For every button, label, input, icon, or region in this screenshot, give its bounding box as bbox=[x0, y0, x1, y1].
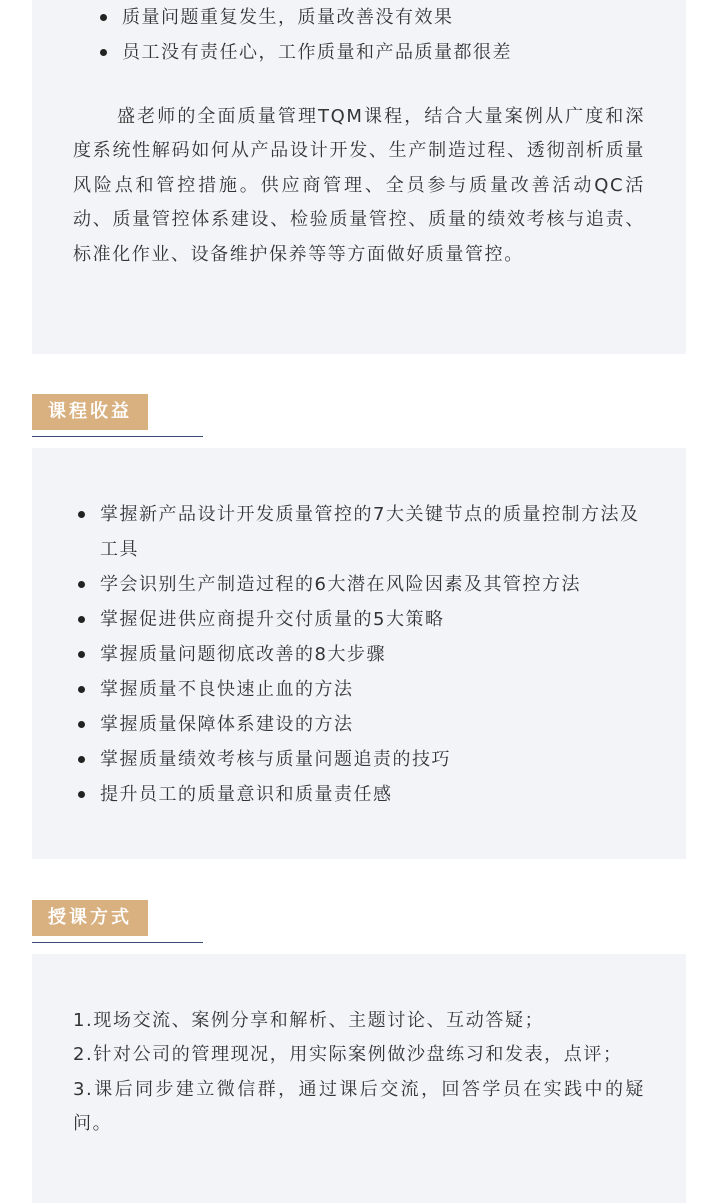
benefits-heading-label: 课程收益 bbox=[32, 394, 148, 430]
list-item: 掌握新产品设计开发质量管控的7大关键节点的质量控制方法及工具 bbox=[78, 497, 658, 567]
list-item: 掌握质量绩效考核与质量问题追责的技巧 bbox=[78, 742, 658, 777]
benefits-heading bbox=[32, 394, 203, 437]
list-item: 质量问题重复发生，质量改善没有效果 bbox=[100, 0, 660, 35]
list-item: 员工没有责任心，工作质量和产品质量都很差 bbox=[100, 35, 660, 70]
list-item: 提升员工的质量意识和质量责任感 bbox=[78, 777, 658, 812]
list-item: 3.课后同步建立微信群，通过课后交流，回答学员在实践中的疑问。 bbox=[73, 1078, 645, 1135]
method-heading-label: 授课方式 bbox=[32, 900, 148, 936]
method-heading bbox=[32, 900, 203, 943]
problem-list bbox=[100, 0, 660, 70]
list-item: 掌握质量问题彻底改善的8大步骤 bbox=[78, 637, 658, 672]
list-item: 掌握促进供应商提升交付质量的5大策略 bbox=[78, 602, 658, 637]
benefits-list bbox=[78, 497, 658, 812]
list-item: 2.针对公司的管理现况，用实际案例做沙盘练习和发表，点评； bbox=[73, 1044, 623, 1066]
list-item: 1.现场交流、案例分享和解析、主题讨论、互动答疑； bbox=[73, 1010, 545, 1031]
method-list bbox=[73, 1004, 645, 1142]
list-item: 掌握质量保障体系建设的方法 bbox=[78, 707, 658, 742]
list-item: 学会识别生产制造过程的6大潜在风险因素及其管控方法 bbox=[78, 567, 658, 602]
course-intro-paragraph: 盛老师的全面质量管理TQM课程，结合大量案例从广度和深度系统性解码如何从产品设计开发、生产制造过程、透彻剖析质量风险点和管控措施。供应商管理、全员参与质量改善活动QC活动、质量管控体系建设、检验质量管控、质量的绩效考核与追责、标准化作业、设备维护保养等等方面做好质量管控。 bbox=[73, 106, 645, 265]
list-item: 掌握质量不良快速止血的方法 bbox=[78, 672, 658, 707]
